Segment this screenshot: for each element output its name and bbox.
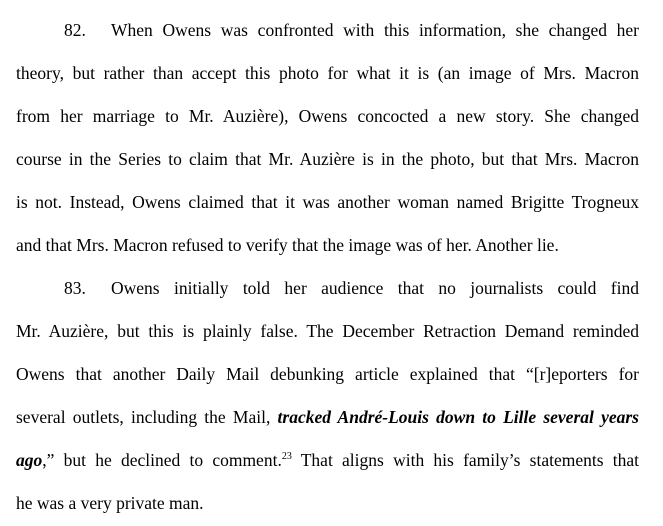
paragraph-83-line-3: Owens that another Daily Mail debunking article explained that “[r]eporters for: [16, 364, 639, 384]
paragraph-83-line-1: [16, 278, 639, 298]
paragraph-82-line-4: course in the Series to claim that Mr. Auzière is in the photo, but that Mrs. Macron: [16, 149, 639, 169]
paragraph-83-line-5: [16, 450, 639, 470]
paragraph-82-line-5: is not. Instead, Owens claimed that it was another woman named Brigitte Trogneux: [16, 192, 639, 212]
paragraph-82-text-1: When Owens was confronted with this information, she changed her: [111, 20, 639, 40]
paragraph-83-text-1: Owens initially told her audience that no journalists could find: [111, 278, 639, 298]
paragraph-82-line-6: and that Mrs. Macron refused to verify that the image was of her. Another lie.: [16, 235, 559, 255]
footnote-reference[interactable]: 23: [281, 451, 292, 462]
line-5-plain-text-b: That aligns with his family’s statements that: [291, 450, 640, 470]
paragraph-82-line-2: theory, but rather than accept this photo for what it is (an image of Mrs. Macron: [16, 63, 639, 83]
paragraph-83-line-2: Mr. Auzière, but this is plainly false. The December Retraction Demand reminded: [16, 321, 639, 341]
line-5-plain-text-a: ,” but he declined to comment.: [42, 450, 282, 470]
paragraph-83-line-6: he was a very private man.: [16, 493, 204, 513]
line-4-plain-text: several outlets, including the Mail,: [16, 407, 278, 427]
emphasized-quote: tracked André-Louis down to Lille several years: [277, 407, 639, 427]
paragraph-82-line-3: from her marriage to Mr. Auzière), Owens concocted a new story. She changed: [16, 106, 639, 126]
paragraph-number-82: 82.: [64, 20, 86, 40]
paragraph-number-83: 83.: [64, 278, 86, 298]
paragraph-82-line-1: [16, 20, 639, 40]
emphasized-quote-end: ago: [16, 450, 43, 470]
paragraph-83-line-4: [16, 407, 639, 427]
